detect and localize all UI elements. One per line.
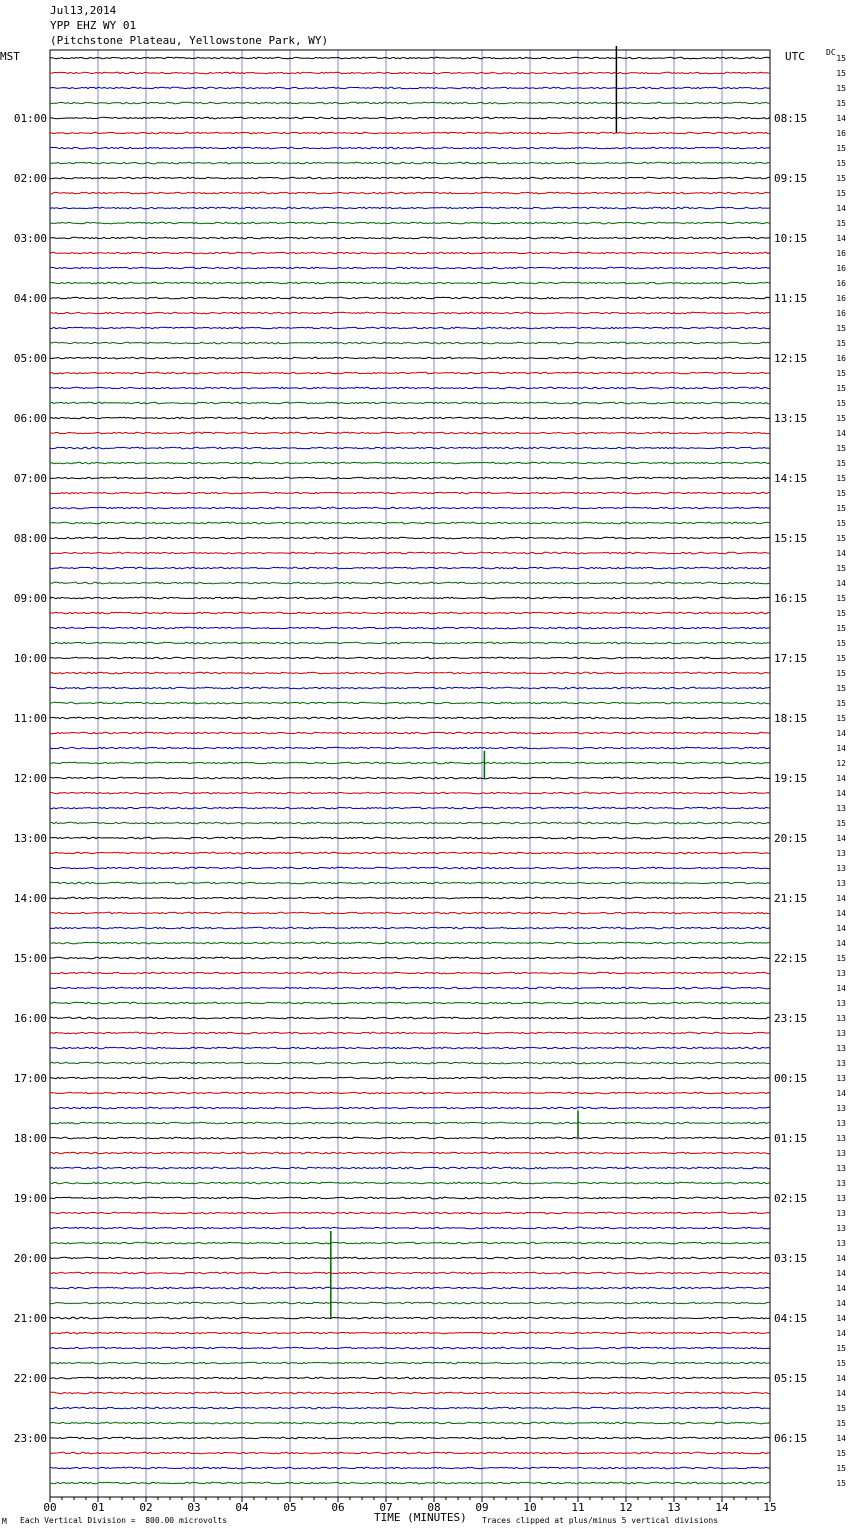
dc-value: 14 — [836, 789, 846, 798]
dc-value: 15 — [836, 489, 846, 498]
right-hour-label: 03:15 — [774, 1252, 808, 1265]
x-axis-title: TIME (MINUTES) — [374, 1511, 467, 1524]
left-hour-label: 07:00 — [13, 472, 47, 485]
dc-value: 14 — [836, 1254, 846, 1263]
dc-value: 15 — [836, 54, 846, 63]
right-hour-label: 19:15 — [774, 772, 808, 785]
x-tick-label: 13 — [667, 1501, 681, 1514]
dc-value: 13 — [836, 1029, 846, 1038]
dc-value: 13 — [836, 1014, 846, 1023]
dc-value: 13 — [836, 1059, 846, 1068]
trace-row — [50, 1062, 770, 1064]
x-tick-label: 10 — [523, 1501, 537, 1514]
trace-row — [50, 1332, 770, 1334]
right-timezone-label: UTC — [785, 50, 805, 63]
left-hour-label: 02:00 — [13, 172, 47, 185]
dc-value: 14 — [836, 894, 846, 903]
trace-row — [50, 222, 770, 224]
dc-value: 15 — [836, 474, 846, 483]
trace-row — [50, 192, 770, 194]
trace-row — [50, 582, 770, 584]
trace-row — [50, 1362, 770, 1364]
dc-value: 13 — [836, 1149, 846, 1158]
dc-value: 15 — [836, 189, 846, 198]
left-timezone-label: MST — [0, 50, 20, 63]
dc-value: 14 — [836, 1089, 846, 1098]
right-hour-label: 13:15 — [774, 412, 808, 425]
left-hour-label: 09:00 — [13, 592, 47, 605]
right-hour-label: 17:15 — [774, 652, 808, 665]
left-hour-label: 15:00 — [13, 952, 47, 965]
dc-value: 15 — [836, 504, 846, 513]
trace-row — [50, 492, 770, 494]
dc-value: 15 — [836, 384, 846, 393]
dc-value: 15 — [836, 594, 846, 603]
dc-value: 15 — [836, 159, 846, 168]
left-hour-label: 13:00 — [13, 832, 47, 845]
dc-value: 15 — [836, 144, 846, 153]
dc-value: 16 — [836, 354, 846, 363]
trace-row — [50, 867, 770, 869]
dc-value: 15 — [836, 564, 846, 573]
trace-row — [50, 702, 770, 704]
dc-value: 15 — [836, 459, 846, 468]
dc-value: 15 — [836, 1419, 846, 1428]
dc-value: 14 — [836, 114, 846, 123]
left-hour-label: 20:00 — [13, 1252, 47, 1265]
trace-row — [50, 972, 770, 974]
x-tick-label: 04 — [235, 1501, 249, 1514]
dc-value: 15 — [836, 684, 846, 693]
trace-row — [50, 777, 770, 779]
left-hour-label: 06:00 — [13, 412, 47, 425]
dc-value: 15 — [836, 714, 846, 723]
trace-row — [50, 1197, 770, 1199]
trace-row — [50, 807, 770, 809]
left-hour-label: 21:00 — [13, 1312, 47, 1325]
right-hour-label: 23:15 — [774, 1012, 808, 1025]
right-hour-label: 15:15 — [774, 532, 808, 545]
dc-column-label: DC — [826, 48, 836, 57]
trace-row — [50, 477, 770, 479]
trace-row — [50, 1032, 770, 1034]
x-tick-label: 12 — [619, 1501, 633, 1514]
trace-row — [50, 1137, 770, 1139]
trace-row — [50, 327, 770, 329]
trace-row — [50, 1167, 770, 1169]
x-tick-label: 00 — [43, 1501, 57, 1514]
dc-value: 15 — [836, 99, 846, 108]
trace-row — [50, 1002, 770, 1004]
trace-row — [50, 687, 770, 689]
trace-row — [50, 882, 770, 884]
dc-value: 13 — [836, 1239, 846, 1248]
trace-row — [50, 852, 770, 854]
trace-row — [50, 207, 770, 209]
trace-row — [50, 402, 770, 404]
right-hour-label: 14:15 — [774, 472, 808, 485]
dc-value: 15 — [836, 1344, 846, 1353]
dc-value: 14 — [836, 1434, 846, 1443]
trace-row — [50, 612, 770, 614]
trace-row — [50, 372, 770, 374]
clip-note: Traces clipped at plus/minus 5 vertical divisions — [482, 1516, 719, 1525]
dc-value: 16 — [836, 129, 846, 138]
trace-row — [50, 1287, 770, 1289]
dc-value: 15 — [836, 669, 846, 678]
trace-row — [50, 1227, 770, 1229]
dc-value: 15 — [836, 819, 846, 828]
dc-value: 15 — [836, 624, 846, 633]
dc-value: 14 — [836, 1284, 846, 1293]
dc-value: 14 — [836, 579, 846, 588]
trace-row — [50, 717, 770, 719]
trace-row — [50, 252, 770, 254]
dc-value: 13 — [836, 1179, 846, 1188]
dc-value: 13 — [836, 849, 846, 858]
trace-row — [50, 822, 770, 824]
x-tick-label: 05 — [283, 1501, 297, 1514]
right-hour-label: 09:15 — [774, 172, 808, 185]
dc-value: 12 — [836, 759, 846, 768]
dc-value: 14 — [836, 1389, 846, 1398]
dc-value: 13 — [836, 1104, 846, 1113]
right-hour-label: 04:15 — [774, 1312, 808, 1325]
trace-row — [50, 387, 770, 389]
dc-value: 15 — [836, 69, 846, 78]
header-location: (Pitchstone Plateau, Yellowstone Park, WY) — [50, 34, 329, 47]
dc-value: 15 — [836, 699, 846, 708]
dc-value: 14 — [836, 984, 846, 993]
dc-value: 15 — [836, 444, 846, 453]
trace-row — [50, 1257, 770, 1259]
dc-value: 15 — [836, 609, 846, 618]
trace-row — [50, 1302, 770, 1304]
trace-row — [50, 747, 770, 749]
header-date: Jul13,2014 — [50, 4, 117, 17]
right-hour-label: 08:15 — [774, 112, 808, 125]
trace-row — [50, 672, 770, 674]
dc-value: 13 — [836, 1224, 846, 1233]
dc-value: 13 — [836, 1194, 846, 1203]
left-hour-label: 14:00 — [13, 892, 47, 905]
dc-value: 14 — [836, 234, 846, 243]
dc-value: 13 — [836, 1164, 846, 1173]
right-hour-label: 10:15 — [774, 232, 808, 245]
trace-row — [50, 162, 770, 164]
dc-value: 16 — [836, 309, 846, 318]
trace-row — [50, 1017, 770, 1019]
trace-row — [50, 132, 770, 134]
trace-row — [50, 567, 770, 569]
trace-row — [50, 762, 770, 764]
trace-row — [50, 987, 770, 989]
left-hour-label: 10:00 — [13, 652, 47, 665]
dc-value: 14 — [836, 909, 846, 918]
trace-row — [50, 792, 770, 794]
left-hour-label: 12:00 — [13, 772, 47, 785]
dc-value: 13 — [836, 864, 846, 873]
left-hour-label: 23:00 — [13, 1432, 47, 1445]
dc-value: 15 — [836, 399, 846, 408]
trace-row — [50, 657, 770, 659]
dc-value: 14 — [836, 834, 846, 843]
trace-row — [50, 642, 770, 644]
trace-row — [50, 312, 770, 314]
left-hour-label: 03:00 — [13, 232, 47, 245]
left-hour-label: 22:00 — [13, 1372, 47, 1385]
dc-value: 15 — [836, 519, 846, 528]
trace-row — [50, 1452, 770, 1454]
dc-value: 13 — [836, 1044, 846, 1053]
trace-row — [50, 1212, 770, 1214]
right-hour-label: 00:15 — [774, 1072, 808, 1085]
x-tick-label: 09 — [475, 1501, 489, 1514]
trace-row — [50, 837, 770, 839]
trace-row — [50, 1047, 770, 1049]
dc-value: 15 — [836, 414, 846, 423]
dc-value: 15 — [836, 1449, 846, 1458]
dc-value: 15 — [836, 654, 846, 663]
left-hour-label: 17:00 — [13, 1072, 47, 1085]
scale-note: Each Vertical Division = 800.00 microvolts — [20, 1516, 228, 1525]
trace-row — [50, 1317, 770, 1319]
dc-value: 15 — [836, 1359, 846, 1368]
x-tick-label: 07 — [379, 1501, 393, 1514]
dc-value: 13 — [836, 969, 846, 978]
trace-row — [50, 267, 770, 269]
trace-row — [50, 552, 770, 554]
dc-value: 16 — [836, 294, 846, 303]
right-hour-label: 22:15 — [774, 952, 808, 965]
right-hour-label: 06:15 — [774, 1432, 808, 1445]
dc-value: 14 — [836, 1299, 846, 1308]
left-hour-label: 08:00 — [13, 532, 47, 545]
dc-value: 14 — [836, 1269, 846, 1278]
dc-value: 14 — [836, 1374, 846, 1383]
right-hour-label: 21:15 — [774, 892, 808, 905]
trace-row — [50, 177, 770, 179]
trace-row — [50, 1092, 770, 1094]
trace-row — [50, 1377, 770, 1379]
trace-row — [50, 432, 770, 434]
trace-row — [50, 537, 770, 539]
header-station: YPP EHZ WY 01 — [50, 19, 137, 32]
dc-value: 14 — [836, 549, 846, 558]
trace-row — [50, 1272, 770, 1274]
right-hour-label: 16:15 — [774, 592, 808, 605]
left-hour-label: 05:00 — [13, 352, 47, 365]
right-hour-label: 12:15 — [774, 352, 808, 365]
dc-value: 16 — [836, 264, 846, 273]
trace-row — [50, 957, 770, 959]
right-hour-label: 02:15 — [774, 1192, 808, 1205]
trace-row — [50, 87, 770, 89]
dc-value: 14 — [836, 1314, 846, 1323]
trace-row — [50, 282, 770, 284]
dc-value: 16 — [836, 249, 846, 258]
trace-row — [50, 117, 770, 119]
trace-row — [50, 1242, 770, 1244]
trace-row — [50, 507, 770, 509]
trace-row — [50, 237, 770, 239]
dc-value: 13 — [836, 879, 846, 888]
dc-value: 15 — [836, 369, 846, 378]
trace-row — [50, 342, 770, 344]
left-hour-label: 01:00 — [13, 112, 47, 125]
left-hour-label: 19:00 — [13, 1192, 47, 1205]
trace-row — [50, 1422, 770, 1424]
x-tick-label: 01 — [91, 1501, 105, 1514]
trace-row — [50, 942, 770, 944]
trace-row — [50, 627, 770, 629]
trace-row — [50, 417, 770, 419]
x-tick-label: 08 — [427, 1501, 441, 1514]
corner-mark: M — [2, 1517, 7, 1526]
trace-row — [50, 447, 770, 449]
x-tick-label: 06 — [331, 1501, 345, 1514]
dc-value: 14 — [836, 744, 846, 753]
x-tick-label: 11 — [571, 1501, 585, 1514]
x-tick-label: 02 — [139, 1501, 153, 1514]
dc-value: 15 — [836, 1479, 846, 1488]
trace-row — [50, 1107, 770, 1109]
trace-row — [50, 1122, 770, 1124]
trace-row — [50, 1077, 770, 1079]
trace-row — [50, 897, 770, 899]
right-hour-label: 05:15 — [774, 1372, 808, 1385]
trace-row — [50, 912, 770, 914]
right-hour-label: 11:15 — [774, 292, 808, 305]
dc-value: 15 — [836, 954, 846, 963]
trace-row — [50, 147, 770, 149]
trace-row — [50, 522, 770, 524]
trace-row — [50, 732, 770, 734]
trace-row — [50, 1482, 770, 1484]
trace-row — [50, 102, 770, 104]
trace-row — [50, 297, 770, 299]
left-hour-label: 18:00 — [13, 1132, 47, 1145]
dc-value: 13 — [836, 1134, 846, 1143]
trace-row — [50, 1182, 770, 1184]
trace-row — [50, 597, 770, 599]
dc-value: 15 — [836, 219, 846, 228]
dc-value: 13 — [836, 999, 846, 1008]
dc-value: 15 — [836, 324, 846, 333]
trace-row — [50, 462, 770, 464]
trace-row — [50, 57, 770, 59]
dc-value: 16 — [836, 279, 846, 288]
dc-value: 13 — [836, 1119, 846, 1128]
dc-value: 14 — [836, 204, 846, 213]
dc-value: 15 — [836, 639, 846, 648]
left-hour-label: 11:00 — [13, 712, 47, 725]
right-hour-label: 20:15 — [774, 832, 808, 845]
trace-row — [50, 1152, 770, 1154]
trace-row — [50, 1392, 770, 1394]
trace-row — [50, 357, 770, 359]
trace-row — [50, 72, 770, 74]
x-tick-label: 03 — [187, 1501, 201, 1514]
left-hour-label: 16:00 — [13, 1012, 47, 1025]
left-hour-label: 04:00 — [13, 292, 47, 305]
right-hour-label: 18:15 — [774, 712, 808, 725]
dc-value: 14 — [836, 774, 846, 783]
trace-row — [50, 1467, 770, 1469]
trace-row — [50, 1407, 770, 1409]
dc-value: 14 — [836, 1329, 846, 1338]
x-tick-label: 14 — [715, 1501, 729, 1514]
dc-value: 13 — [836, 804, 846, 813]
dc-value: 15 — [836, 1404, 846, 1413]
right-hour-label: 01:15 — [774, 1132, 808, 1145]
dc-value: 15 — [836, 84, 846, 93]
trace-row — [50, 927, 770, 929]
x-tick-label: 15 — [763, 1501, 777, 1514]
dc-value: 14 — [836, 924, 846, 933]
dc-value: 13 — [836, 1074, 846, 1083]
trace-row — [50, 1347, 770, 1349]
dc-value: 15 — [836, 534, 846, 543]
dc-value: 15 — [836, 339, 846, 348]
trace-row — [50, 1437, 770, 1439]
dc-value: 14 — [836, 429, 846, 438]
dc-value: 14 — [836, 939, 846, 948]
dc-value: 14 — [836, 729, 846, 738]
dc-value: 15 — [836, 1464, 846, 1473]
dc-value: 13 — [836, 1209, 846, 1218]
dc-value: 15 — [836, 174, 846, 183]
